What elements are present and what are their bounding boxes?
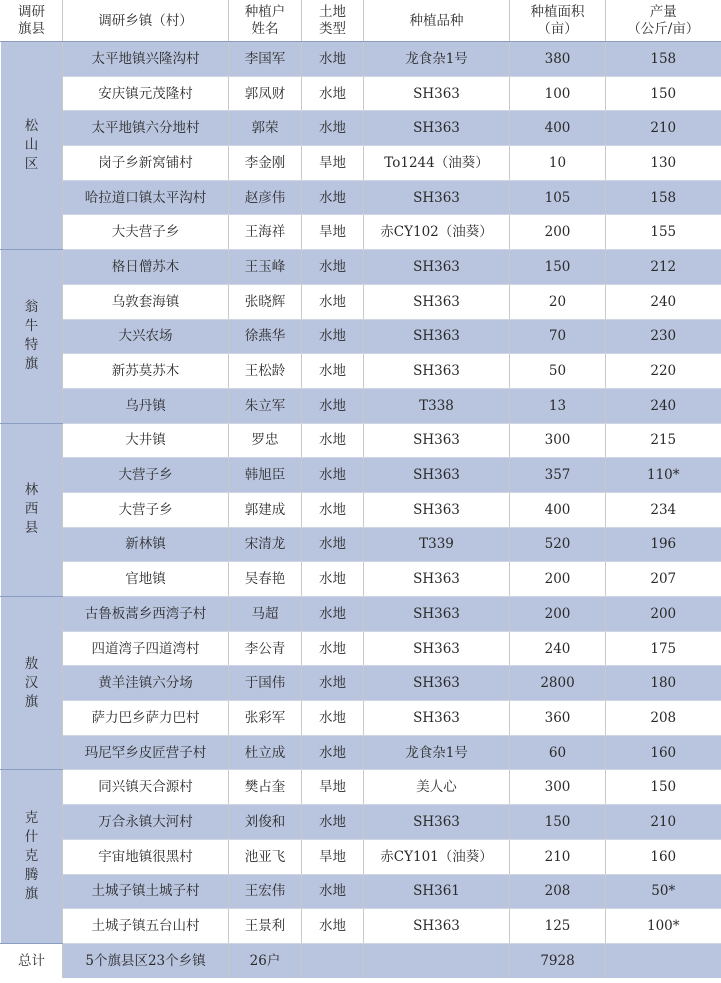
farmer-cell: 郭建成: [229, 492, 302, 527]
yield-cell: 210: [606, 805, 721, 840]
land-type-cell: 水地: [302, 423, 364, 458]
township-cell: 大兴农场: [63, 319, 229, 354]
table-row: [1, 354, 721, 389]
township-cell: 新苏莫苏木: [63, 354, 229, 389]
farmer-cell: 王松龄: [229, 354, 302, 389]
farmer-cell: 王宏伟: [229, 874, 302, 909]
variety-cell: 龙食杂1号: [364, 735, 510, 770]
table-row: [1, 597, 721, 632]
farmer-cell: 李公青: [229, 631, 302, 666]
township-cell: 太平地镇六分地村: [63, 111, 229, 146]
farmer-cell: 张晓辉: [229, 284, 302, 319]
land-type-cell: 水地: [302, 354, 364, 389]
area-cell: 125: [510, 909, 606, 944]
table-row: [1, 76, 721, 111]
land-type-cell: 水地: [302, 597, 364, 632]
county-char: 区: [24, 156, 39, 173]
land-type-cell: 水地: [302, 527, 364, 562]
county-cell: [1, 423, 63, 596]
county-cell: [1, 250, 63, 423]
farmer-cell: 王海祥: [229, 215, 302, 250]
yield-cell: 207: [606, 562, 721, 597]
header-area-line: （亩）: [537, 21, 578, 37]
land-type-cell: 旱地: [302, 839, 364, 874]
variety-cell: SH363: [364, 631, 510, 666]
variety-cell: To1244（油葵）: [364, 146, 510, 181]
area-cell: 10: [510, 146, 606, 181]
township-cell: 官地镇: [63, 562, 229, 597]
township-cell: 安庆镇元茂隆村: [63, 76, 229, 111]
variety-cell: SH361: [364, 874, 510, 909]
table-header: [1, 1, 721, 42]
yield-cell: 110*: [606, 458, 721, 493]
township-cell: 万合永镇大河村: [63, 805, 229, 840]
header-yield-line: （公斤/亩）: [627, 21, 700, 37]
header-county: [1, 1, 63, 42]
table-body: [1, 42, 721, 979]
header-area-line: 种植面积: [530, 4, 585, 20]
county-char: 松: [24, 118, 39, 135]
land-type-cell: 水地: [302, 562, 364, 597]
header-land-type: [302, 1, 364, 42]
header-county-line: 调研: [18, 4, 45, 20]
yield-cell: 240: [606, 388, 721, 423]
township-cell: 大营子乡: [63, 492, 229, 527]
variety-cell: SH363: [364, 458, 510, 493]
area-cell: 200: [510, 215, 606, 250]
table-row: [1, 909, 721, 944]
county-cell: [1, 42, 63, 250]
county-char: 特: [24, 337, 39, 354]
farmer-cell: 赵彦伟: [229, 180, 302, 215]
variety-cell: SH363: [364, 701, 510, 736]
area-cell: 13: [510, 388, 606, 423]
yield-cell: 212: [606, 250, 721, 285]
land-type-cell: 水地: [302, 180, 364, 215]
header-township-line: 调研乡镇（村）: [98, 12, 193, 29]
variety-cell: 美人心: [364, 770, 510, 805]
variety-cell: T339: [364, 527, 510, 562]
header-area: [510, 1, 606, 42]
header-variety-line: 种植品种: [409, 12, 464, 29]
area-cell: 520: [510, 527, 606, 562]
township-cell: 大营子乡: [63, 458, 229, 493]
farmer-cell: 池亚飞: [229, 839, 302, 874]
area-cell: 20: [510, 284, 606, 319]
total-row: [1, 943, 721, 978]
farmer-cell: 李国军: [229, 42, 302, 77]
township-cell: 大夫营子乡: [63, 215, 229, 250]
land-type-cell: 水地: [302, 631, 364, 666]
header-farmer: [229, 1, 302, 42]
farmer-cell: 韩旭臣: [229, 458, 302, 493]
table-row: [1, 805, 721, 840]
yield-cell: 230: [606, 319, 721, 354]
variety-cell: SH363: [364, 805, 510, 840]
variety-cell: SH363: [364, 284, 510, 319]
county-char: 西: [24, 501, 39, 518]
total-variety: [364, 943, 510, 978]
table-row: [1, 562, 721, 597]
yield-cell: 234: [606, 492, 721, 527]
area-cell: 105: [510, 180, 606, 215]
variety-cell: SH363: [364, 111, 510, 146]
farmer-cell: 朱立军: [229, 388, 302, 423]
yield-cell: 50*: [606, 874, 721, 909]
county-name: [25, 655, 39, 712]
yield-cell: 180: [606, 666, 721, 701]
county-char: 克: [24, 810, 39, 827]
land-type-cell: 水地: [302, 735, 364, 770]
township-cell: 太平地镇兴隆沟村: [63, 42, 229, 77]
area-cell: 2800: [510, 666, 606, 701]
township-cell: 大井镇: [63, 423, 229, 458]
table-row: [1, 215, 721, 250]
county-char: 翁: [24, 299, 39, 316]
county-cell: [1, 770, 63, 943]
variety-cell: SH363: [364, 180, 510, 215]
table-row: [1, 839, 721, 874]
county-cell: [1, 597, 63, 770]
area-cell: 150: [510, 805, 606, 840]
county-char: 山: [24, 137, 39, 154]
area-cell: 70: [510, 319, 606, 354]
land-type-cell: 旱地: [302, 215, 364, 250]
variety-cell: SH363: [364, 666, 510, 701]
variety-cell: SH363: [364, 76, 510, 111]
total-yield: [606, 943, 721, 978]
land-type-cell: 旱地: [302, 770, 364, 805]
farmer-cell: 宋清龙: [229, 527, 302, 562]
total-households: 26户: [229, 943, 302, 978]
county-name: [25, 809, 39, 904]
township-cell: 同兴镇天合源村: [63, 770, 229, 805]
table-row: [1, 146, 721, 181]
table-row: [1, 458, 721, 493]
township-cell: 新林镇: [63, 527, 229, 562]
table-row: [1, 284, 721, 319]
area-cell: 400: [510, 492, 606, 527]
county-char: 敖: [24, 655, 39, 672]
variety-cell: SH363: [364, 250, 510, 285]
table-row: [1, 250, 721, 285]
table-row: [1, 388, 721, 423]
yield-cell: 100*: [606, 909, 721, 944]
farmer-cell: 樊占奎: [229, 770, 302, 805]
township-cell: 玛尼罕乡皮匠营子村: [63, 735, 229, 770]
table-row: [1, 492, 721, 527]
township-cell: 萨力巴乡萨力巴村: [63, 701, 229, 736]
area-cell: 210: [510, 839, 606, 874]
county-char: 林: [24, 482, 39, 499]
land-type-cell: 水地: [302, 284, 364, 319]
table-row: [1, 701, 721, 736]
header-township: [63, 1, 229, 42]
county-char: 汉: [24, 674, 39, 691]
variety-cell: SH363: [364, 354, 510, 389]
yield-cell: 160: [606, 735, 721, 770]
area-cell: 357: [510, 458, 606, 493]
total-area: 7928: [510, 943, 606, 978]
area-cell: 300: [510, 770, 606, 805]
county-char: 旗: [24, 356, 39, 373]
county-char: 腾: [24, 867, 39, 884]
county-char: 什: [24, 829, 39, 846]
area-cell: 200: [510, 597, 606, 632]
variety-cell: SH363: [364, 319, 510, 354]
farmer-cell: 马超: [229, 597, 302, 632]
yield-cell: 155: [606, 215, 721, 250]
township-cell: 四道湾子四道湾村: [63, 631, 229, 666]
table-row: [1, 423, 721, 458]
area-cell: 240: [510, 631, 606, 666]
land-type-cell: 水地: [302, 76, 364, 111]
land-type-cell: 水地: [302, 250, 364, 285]
township-cell: 格日僧苏木: [63, 250, 229, 285]
farmer-cell: 罗忠: [229, 423, 302, 458]
land-type-cell: 水地: [302, 319, 364, 354]
variety-cell: 赤CY102（油葵）: [364, 215, 510, 250]
area-cell: 400: [510, 111, 606, 146]
yield-cell: 160: [606, 839, 721, 874]
area-cell: 208: [510, 874, 606, 909]
yield-cell: 158: [606, 180, 721, 215]
table-row: [1, 770, 721, 805]
table-row: [1, 874, 721, 909]
variety-cell: SH363: [364, 423, 510, 458]
township-cell: 古鲁板蒿乡西湾子村: [63, 597, 229, 632]
yield-cell: 196: [606, 527, 721, 562]
township-cell: 黄羊洼镇六分场: [63, 666, 229, 701]
total-label: 总计: [1, 943, 63, 978]
header-yield-line: 产量: [649, 4, 677, 20]
township-cell: 土城子镇五台山村: [63, 909, 229, 944]
table-row: [1, 666, 721, 701]
area-cell: 150: [510, 250, 606, 285]
table-row: [1, 527, 721, 562]
table-row: [1, 180, 721, 215]
yield-cell: 210: [606, 111, 721, 146]
farmer-cell: 郭凤财: [229, 76, 302, 111]
total-land-type: [302, 943, 364, 978]
land-type-cell: 水地: [302, 111, 364, 146]
farmer-cell: 王玉峰: [229, 250, 302, 285]
land-type-cell: 水地: [302, 701, 364, 736]
yield-cell: 130: [606, 146, 721, 181]
table-row: [1, 111, 721, 146]
farmer-cell: 郭荣: [229, 111, 302, 146]
yield-cell: 208: [606, 701, 721, 736]
variety-cell: SH363: [364, 909, 510, 944]
table-row: [1, 42, 721, 77]
header-county-line: 旗县: [18, 21, 45, 37]
variety-cell: T338: [364, 388, 510, 423]
yield-cell: 200: [606, 597, 721, 632]
area-cell: 50: [510, 354, 606, 389]
area-cell: 380: [510, 42, 606, 77]
farmer-cell: 王景利: [229, 909, 302, 944]
county-char: 牛: [24, 318, 39, 335]
table-row: [1, 735, 721, 770]
header-farmer-line: 姓名: [251, 21, 279, 37]
area-cell: 360: [510, 701, 606, 736]
variety-cell: 赤CY101（油葵）: [364, 839, 510, 874]
header-yield: [606, 1, 721, 42]
header-land-type-line: 类型: [319, 21, 346, 37]
township-cell: 土城子镇土城子村: [63, 874, 229, 909]
land-type-cell: 旱地: [302, 146, 364, 181]
county-name: [25, 298, 39, 374]
land-type-cell: 水地: [302, 492, 364, 527]
yield-cell: 150: [606, 770, 721, 805]
farmer-cell: 李金刚: [229, 146, 302, 181]
county-char: 旗: [24, 693, 39, 710]
yield-cell: 150: [606, 76, 721, 111]
land-type-cell: 水地: [302, 909, 364, 944]
township-cell: 宇宙地镇很黑村: [63, 839, 229, 874]
yield-cell: 158: [606, 42, 721, 77]
area-cell: 300: [510, 423, 606, 458]
yield-cell: 220: [606, 354, 721, 389]
header-farmer-line: 种植户: [244, 4, 286, 20]
variety-cell: SH363: [364, 562, 510, 597]
township-cell: 乌敦套海镇: [63, 284, 229, 319]
area-cell: 200: [510, 562, 606, 597]
area-cell: 100: [510, 76, 606, 111]
yield-cell: 175: [606, 631, 721, 666]
county-char: 克: [24, 848, 39, 865]
total-townships: 5个旗县区23个乡镇: [63, 943, 229, 978]
area-cell: 60: [510, 735, 606, 770]
table-row: [1, 319, 721, 354]
county-char: 旗: [24, 886, 39, 903]
farmer-cell: 于国伟: [229, 666, 302, 701]
county-name: [25, 481, 39, 538]
land-type-cell: 水地: [302, 42, 364, 77]
header-variety: [364, 1, 510, 42]
yield-cell: 240: [606, 284, 721, 319]
land-type-cell: 水地: [302, 666, 364, 701]
farmer-cell: 张彩军: [229, 701, 302, 736]
variety-cell: 龙食杂1号: [364, 42, 510, 77]
township-cell: 哈拉道口镇太平沟村: [63, 180, 229, 215]
variety-cell: SH363: [364, 492, 510, 527]
township-cell: 乌丹镇: [63, 388, 229, 423]
county-char: 县: [24, 520, 39, 537]
table-row: [1, 631, 721, 666]
land-type-cell: 水地: [302, 874, 364, 909]
header-land-type-line: 土地: [319, 4, 346, 20]
land-type-cell: 水地: [302, 388, 364, 423]
yield-cell: 215: [606, 423, 721, 458]
land-type-cell: 水地: [302, 805, 364, 840]
farmer-cell: 徐燕华: [229, 319, 302, 354]
farmer-cell: 刘俊和: [229, 805, 302, 840]
county-name: [25, 117, 39, 174]
township-cell: 岗子乡新窝铺村: [63, 146, 229, 181]
farmer-cell: 吴春艳: [229, 562, 302, 597]
land-type-cell: 水地: [302, 458, 364, 493]
variety-cell: SH363: [364, 597, 510, 632]
farmer-cell: 杜立成: [229, 735, 302, 770]
